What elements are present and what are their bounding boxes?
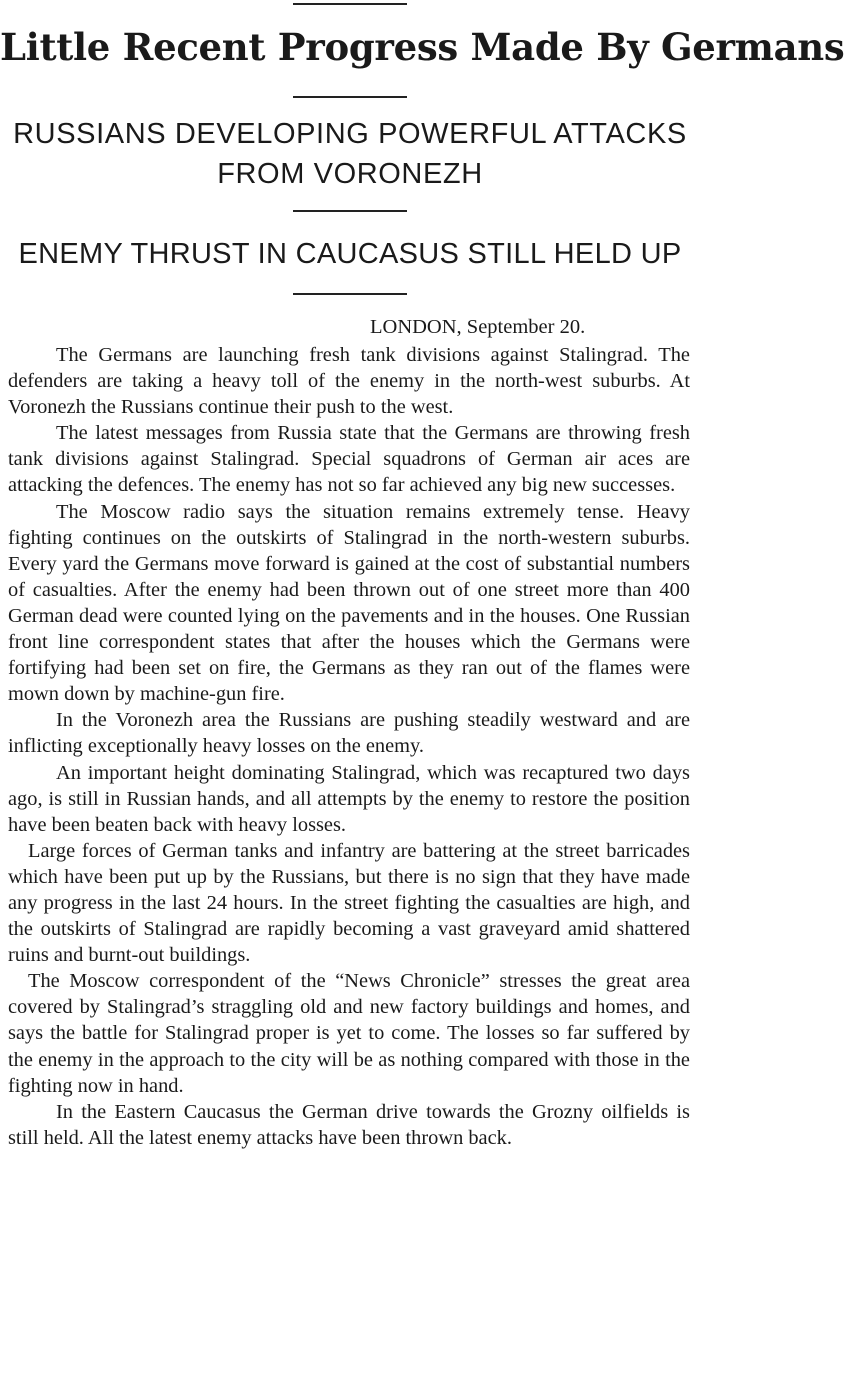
divider-rule (293, 210, 407, 212)
secondary-subheadline: ENEMY THRUST IN CAUCASUS STILL HELD UP (18, 238, 682, 270)
top-rule (293, 3, 407, 5)
dateline: LONDON, September 20. (370, 316, 586, 338)
article-paragraph: In the Voronezh area the Russians are pushing steadily westward and are inflicting exceptionally heavy losses on the enemy. (8, 709, 690, 758)
article-paragraph: Large forces of German tanks and infantry are battering at the street barricades which have been put up by the Russians, but there is no sign that they have made any progress in the last 24 hours. In the street fighting the casualties are high, and the outskirts of Stalingrad are rapidly becoming a vast graveyard amid shattered ruins and burnt-out buildings. (8, 839, 690, 967)
divider-rule (293, 96, 407, 98)
subheadline (0, 114, 700, 194)
article-paragraph: An important height dominating Stalingrad, which was recaptured two days ago, is still in Russian hands, and all attempts by the enemy to restore the position have been beaten back with heavy losses. (8, 761, 690, 836)
article-paragraph: The Moscow correspondent of the “News Chronicle” stresses the great area covered by Stalingrad’s straggling old and new factory buildings and homes, and says the battle for Stalingrad proper is yet to come. The losses so far suffered by the enemy in the approach to the city will be as nothing compared with those in the fighting now in hand. (8, 970, 690, 1097)
article-body (8, 342, 690, 1151)
subheadline-line: FROM VORONEZH (217, 158, 483, 190)
article-paragraph: The Germans are launching fresh tank divisions against Stalingrad. The defenders are taking a heavy toll of the enemy in the north-west suburbs. At Voronezh the Russians continue their push to the west. (8, 344, 690, 419)
article-paragraph: In the Eastern Caucasus the German drive towards the Grozny oilfields is still held. All the latest enemy attacks have been thrown back. (8, 1100, 690, 1149)
article-paragraph: The latest messages from Russia state that the Germans are throwing fresh tank divisions against Stalingrad. Special squadrons of German air aces are attacking the defences. The enemy has not so far achieved any big new successes. (8, 422, 690, 497)
subheadline-line: RUSSIANS DEVELOPING POWERFUL ATTACKS (13, 118, 687, 150)
headline: Little Recent Progress Made By Germans (0, 25, 844, 69)
article-paragraph: The Moscow radio says the situation remains extremely tense. Heavy fighting continues on the outskirts of Stalingrad in the north-western suburbs. Every yard the Germans move forward is gained at the cost of substantial numbers of casualties. After the enemy had been thrown out of one street more than 400 German dead were counted lying on the pavements and in the houses. One Russian front line correspondent states that after the houses which the Germans were fortifying had been set on fire, the Germans as they ran out of the flames were mown down by machine-gun fire. (8, 500, 690, 706)
divider-rule (293, 293, 407, 295)
